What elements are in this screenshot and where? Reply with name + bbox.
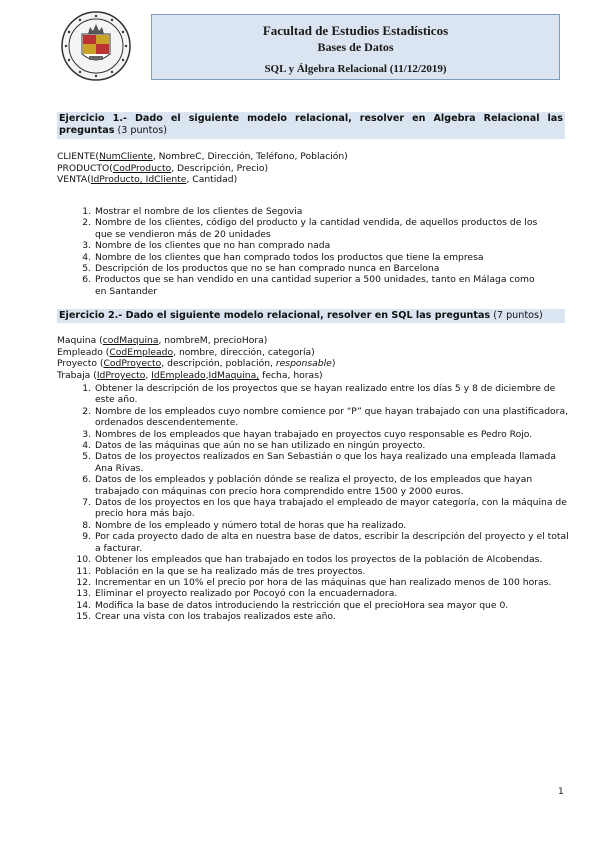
schema-proyecto: Proyecto (CodProyecto, descripción, población, responsable) <box>57 358 336 370</box>
list-item: 8. Nombre de los empleado y número total de horas que ha realizado. <box>82 519 407 531</box>
exercise-2-points: (7 puntos) <box>493 310 543 321</box>
list-item: 6. Datos de los empleados y población dónde se realiza el proyecto, de los empleados que hayan trabajado con máquinas con precio hora comprendido entre 1500 y 2000 euros. <box>82 474 533 497</box>
schema-producto: PRODUCTO(CodProducto, Descripción, Precio) <box>57 162 269 174</box>
exercise-1-points: (3 puntos) <box>117 125 167 136</box>
exam-header <box>151 14 560 80</box>
exercise-2-heading <box>57 309 565 323</box>
schema-empleado: Empleado (CodEmpleado, nombre, dirección, categoría) <box>57 346 315 358</box>
list-item: 1. Mostrar el nombre de los clientes de Segovia <box>82 206 303 217</box>
page-number: 1 <box>558 787 564 797</box>
list-item: 6. Productos que se han vendido en una cantidad superior a 500 unidades, tanto en Málaga como en Santander <box>82 274 535 297</box>
university-crest-logo <box>60 10 132 82</box>
list-item: 4. Datos de las máquinas que aún no se han utilizado en ningún proyecto. <box>82 440 426 452</box>
exercise-1-questions <box>73 206 541 297</box>
list-item: 14. Modifica la base de datos introduciendo la restricción que el precioHora sea mayor que 0. <box>76 599 509 611</box>
exercise-1-heading <box>57 112 565 139</box>
list-item: 2. Nombre de los clientes, código del producto y la cantidad vendida, de aquellos productos de los que se vendieron más de 20 unidades <box>82 217 538 240</box>
schema-cliente: CLIENTE(NumCliente, NombreC, Dirección, Teléfono, Población) <box>57 151 348 162</box>
exam-title: SQL y Álgebra Relacional (11/12/2019) <box>264 63 447 75</box>
exercise-2-title: Ejercicio 2.- Dado el siguiente modelo relacional, resolver en SQL las preguntas <box>59 310 491 321</box>
exercise-2-questions <box>73 383 569 623</box>
list-item: 15. Crear una vista con los trabajos realizados este año. <box>76 611 336 623</box>
schema-venta: VENTA(IdProducto, IdCliente, Cantidad) <box>57 174 238 186</box>
list-item: 9. Por cada proyecto dado de alta en nuestra base de datos, escribir la descripción del proyecto y el total a facturar. <box>82 531 569 554</box>
exercise-2-schema <box>57 335 567 381</box>
list-item: 5. Descripción de los productos que no se han comprado nunca en Barcelona <box>82 263 440 275</box>
list-item: 11. Población en la que se ha realizado más de tres proyectos. <box>76 565 366 577</box>
exercise-1-schema <box>57 151 567 186</box>
list-item: 3. Nombres de los empleados que hayan trabajado en proyectos cuyo responsable es Pedro Rojo. <box>82 428 533 440</box>
list-item: 3. Nombre de los clientes que no han comprado nada <box>82 240 331 252</box>
list-item: 7. Datos de los proyectos en los que haya trabajado el empleado de mayor categoría, con la máquina de precio hora más bajo. <box>82 497 567 520</box>
list-item: 4. Nombre de los clientes que han comprado todos los productos que tiene la empresa <box>82 251 484 263</box>
schema-maquina: Maquina (codMaquina, nombreM, precioHora) <box>57 335 268 346</box>
list-item: 1. Obtener la descripción de los proyectos que se hayan realizado entre los días 5 y 8 de diciembre de este año. <box>82 383 556 406</box>
list-item: 10. Obtener los empleados que han trabajado en todos los proyectos de la población de Alcobendas. <box>76 554 543 566</box>
list-item: 13. Eliminar el proyecto realizado por Pocoyó con la encuadernadora. <box>76 588 398 600</box>
course-name: Bases de Datos <box>317 40 394 54</box>
schema-trabaja: Trabaja (IdProyecto, IdEmpleado,IdMaquina, fecha, horas) <box>57 369 323 381</box>
list-item: 5. Datos de los proyectos realizados en San Sebastián o que los haya realizado una empleada llamada Ana Rivas. <box>82 451 556 474</box>
list-item: 12. Incrementar en un 10% el precio por hora de las máquinas que han realizado menos de 100 horas. <box>76 576 552 588</box>
faculty-name: Facultad de Estudios Estadísticos <box>262 23 449 38</box>
list-item: 2. Nombre de los empleados cuyo nombre comience por “P” que hayan trabajado con una plastificadora, ordenados descendentemente. <box>82 405 568 429</box>
exercise-1-title: Ejercicio 1.- Dado el siguiente modelo relacional, resolver en Algebra Relacional las preguntas <box>59 113 563 136</box>
